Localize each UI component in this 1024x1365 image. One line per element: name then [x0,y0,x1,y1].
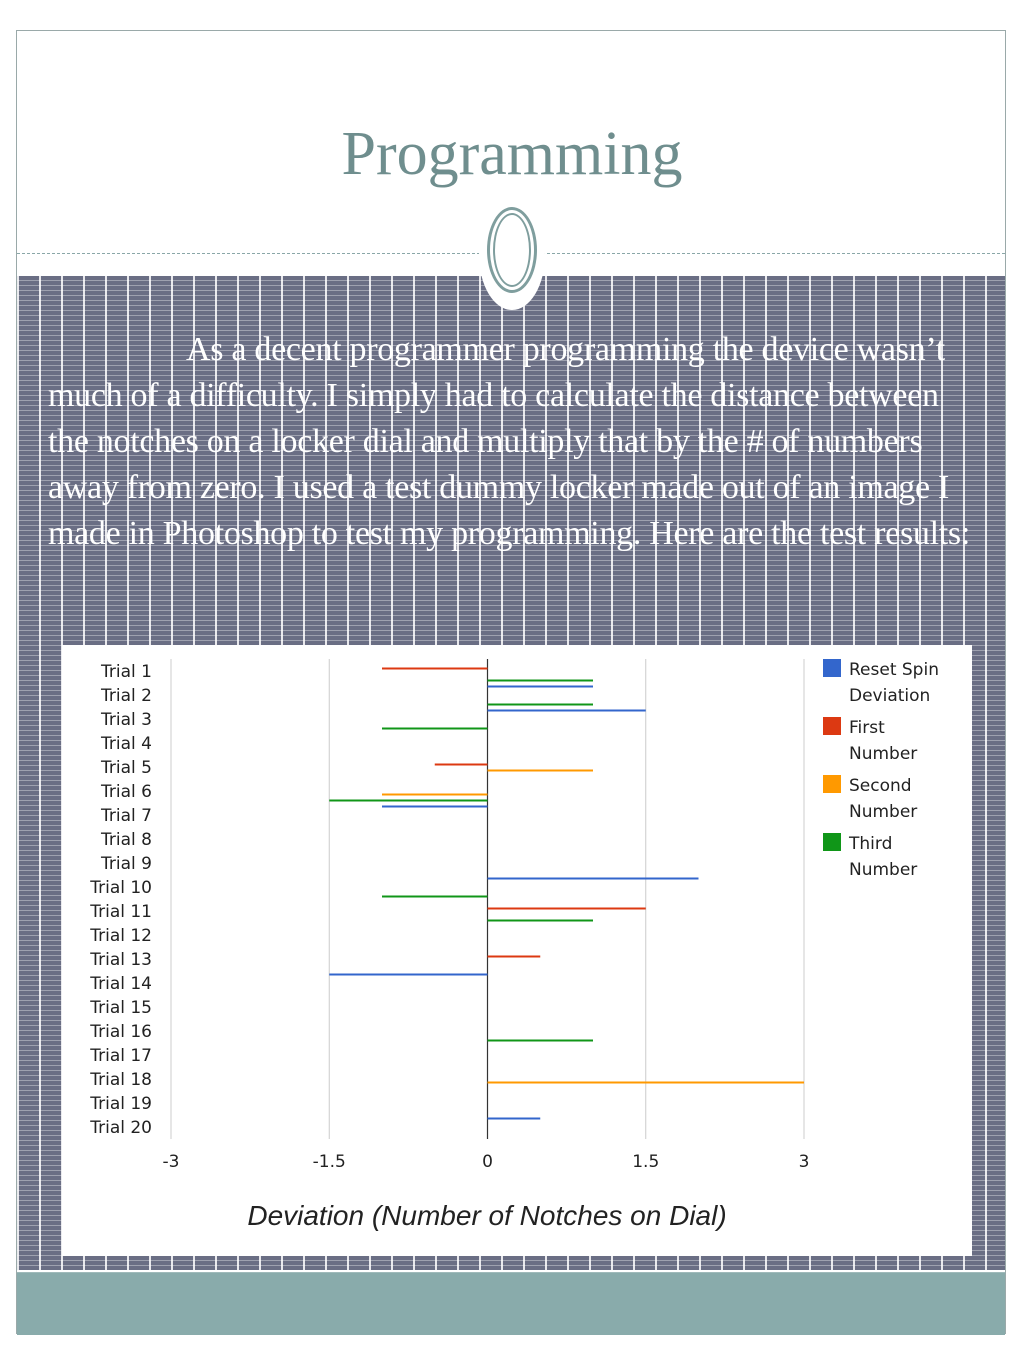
category-label: Trial 1 [101,662,152,682]
x-tick-label: -1.5 [312,1152,346,1172]
category-label: Trial 8 [101,830,152,850]
category-label: Trial 9 [101,854,152,874]
legend-label: Third [849,834,893,854]
legend-label: First [849,718,885,738]
footer-band [17,1272,1005,1335]
category-label: Trial 6 [101,782,152,802]
legend-label: Number [849,802,918,822]
legend-swatch [823,775,841,793]
slide-title: Programming [341,120,683,188]
x-axis-title: Deviation (Number of Notches on Dial) [247,1200,727,1231]
category-label: Trial 15 [90,998,152,1018]
legend-label: Deviation [849,686,931,706]
ornament-ring-inner [493,213,531,287]
legend-label: Number [849,744,918,764]
x-tick-label: 3 [798,1152,810,1172]
category-label: Trial 18 [90,1070,152,1090]
category-label: Trial 11 [90,902,152,922]
category-label: Trial 16 [90,1022,152,1042]
category-label: Trial 2 [101,686,152,706]
category-label: Trial 3 [101,710,152,730]
category-label: Trial 17 [90,1046,152,1066]
legend-swatch [823,659,841,677]
category-label: Trial 7 [101,806,152,826]
x-tick-label: 0 [482,1152,493,1172]
legend-label: Reset Spin [849,660,939,680]
legend-label: Second [849,776,912,796]
body-paragraph: As a decent programmer programming the device wasn’t much of a difficulty. I simply had to calculate the distance between the notches on a locker dial and multiply that by the # of numbers away from zero. I used a test dummy locker made out of an image I made in Photoshop to test my programming. Here are the test results: [48,331,970,552]
category-label: Trial 10 [90,878,152,898]
category-label: Trial 20 [90,1118,152,1138]
category-label: Trial 12 [90,926,152,946]
legend-swatch [823,833,841,851]
x-tick-label: -3 [162,1152,180,1172]
category-label: Trial 13 [90,950,152,970]
category-label: Trial 4 [101,734,152,754]
category-label: Trial 14 [90,974,152,994]
category-label: Trial 19 [90,1094,152,1114]
category-label: Trial 5 [101,758,152,778]
deviation-chart [62,645,972,1256]
legend-label: Number [849,860,918,880]
chart-svg [62,645,972,1256]
legend-swatch [823,717,841,735]
x-tick-label: 1.5 [632,1152,660,1172]
